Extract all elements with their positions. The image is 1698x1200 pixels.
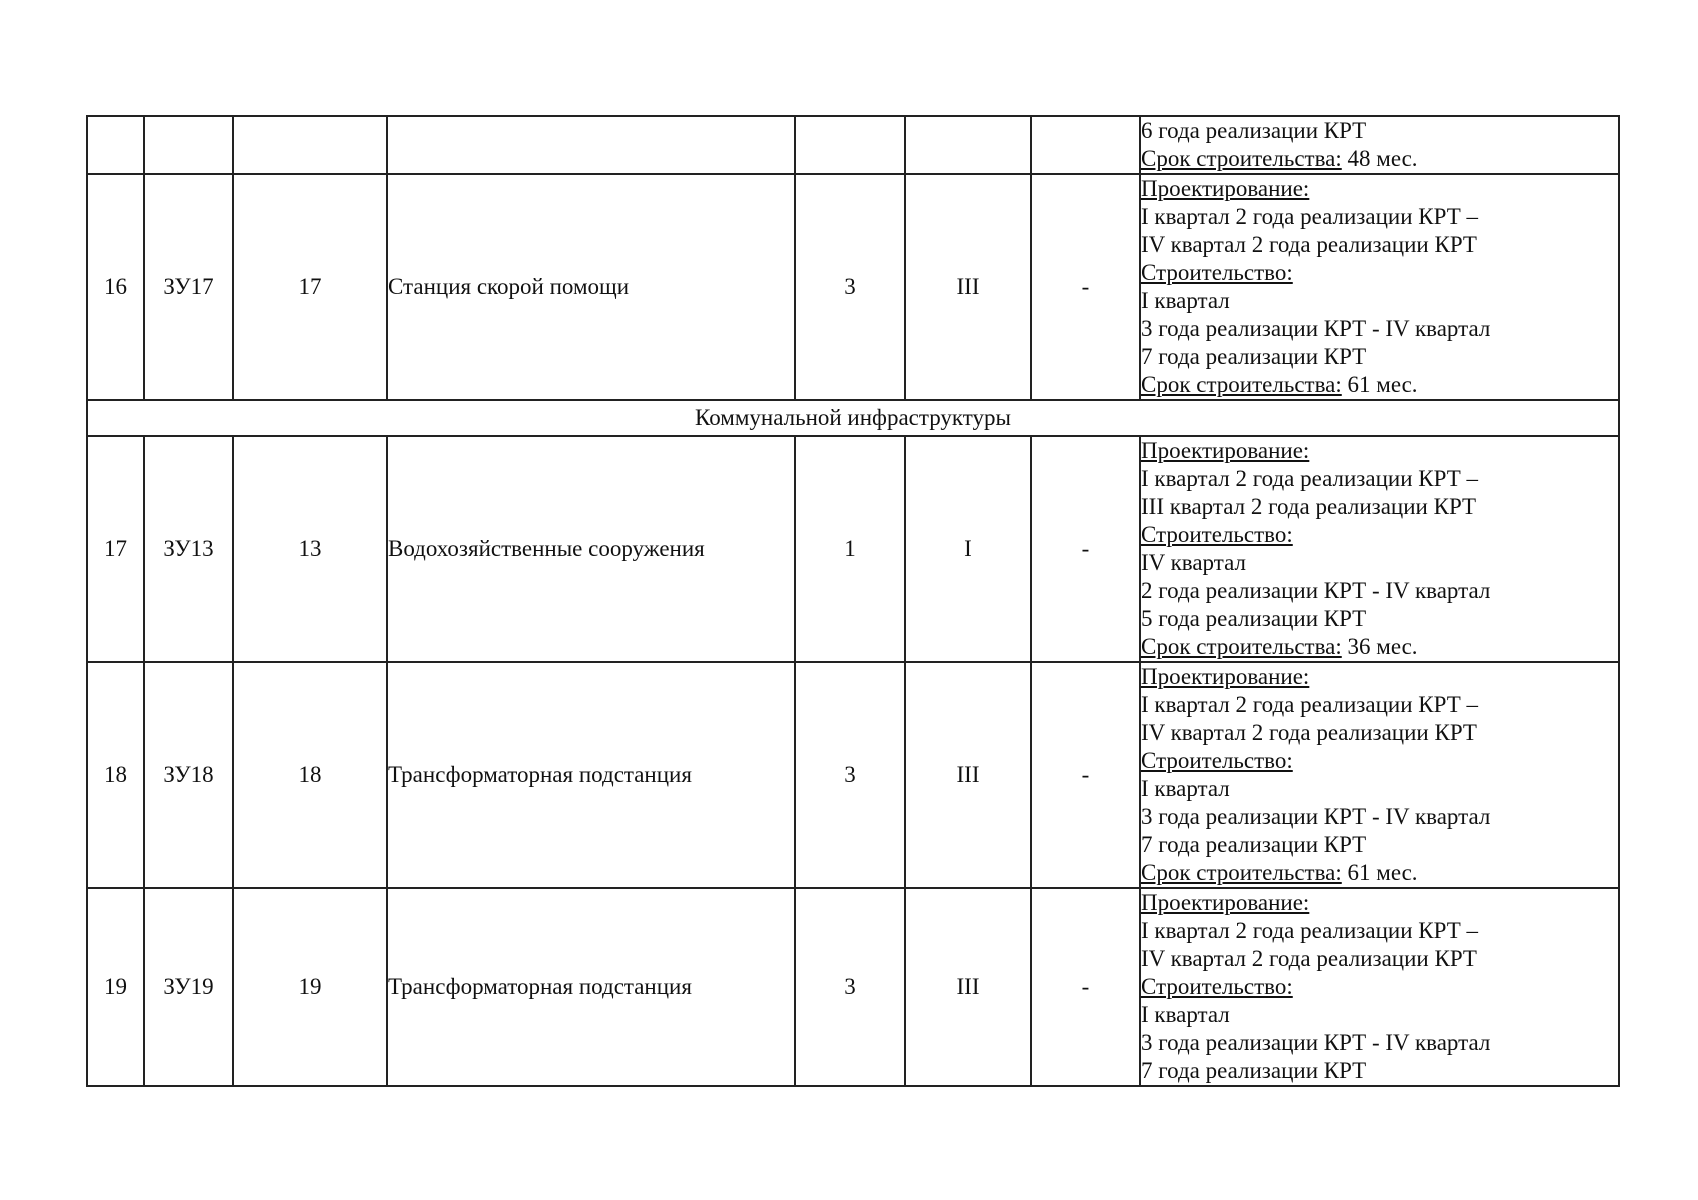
- cell-zu: ЗУ13: [144, 436, 233, 662]
- cell-zu: [144, 116, 233, 174]
- schedule-line: [1141, 371, 1618, 399]
- cell-schedule: [1140, 116, 1619, 174]
- cell-pos: 13: [233, 436, 387, 662]
- schedule-text: I квартал 2 года реализации КРТ –: [1141, 918, 1478, 943]
- schedule-line: [1141, 973, 1618, 1001]
- schedule-line: [1141, 1001, 1618, 1029]
- schedule-line: [1141, 117, 1618, 145]
- schedule-line: [1141, 663, 1618, 691]
- schedule-line: [1141, 521, 1618, 549]
- schedule-text: 7 года реализации КРТ: [1141, 344, 1367, 369]
- cell-c7: [1031, 116, 1140, 174]
- cell-c6: I: [905, 436, 1031, 662]
- cell-c5: [795, 116, 905, 174]
- schedule-text: 7 года реализации КРТ: [1141, 1058, 1367, 1083]
- cell-c6: III: [905, 662, 1031, 888]
- cell-c6: III: [905, 888, 1031, 1086]
- table-row: [87, 174, 1619, 400]
- schedule-line: [1141, 1057, 1618, 1085]
- schedule-heading: Проектирование:: [1141, 664, 1310, 689]
- schedule-text: 7 года реализации КРТ: [1141, 832, 1367, 857]
- cell-zu: ЗУ17: [144, 174, 233, 400]
- cell-c5: 3: [795, 174, 905, 400]
- schedule-text: IV квартал 2 года реализации КРТ: [1141, 232, 1477, 257]
- schedule-line: [1141, 145, 1618, 173]
- cell-schedule: [1140, 174, 1619, 400]
- section-row: [87, 400, 1619, 436]
- schedule-text: I квартал: [1141, 288, 1230, 313]
- schedule-line: [1141, 175, 1618, 203]
- cell-num: 19: [87, 888, 144, 1086]
- schedule-text: 2 года реализации КРТ - IV квартал: [1141, 578, 1491, 603]
- schedule-line: [1141, 605, 1618, 633]
- schedule-line: [1141, 343, 1618, 371]
- schedule-line: [1141, 831, 1618, 859]
- cell-name: Водохозяйственные сооружения: [387, 436, 795, 662]
- cell-pos: 18: [233, 662, 387, 888]
- schedule-text: 5 года реализации КРТ: [1141, 606, 1367, 631]
- cell-zu: ЗУ18: [144, 662, 233, 888]
- schedule-text: 3 года реализации КРТ - IV квартал: [1141, 1030, 1491, 1055]
- schedule-heading: Проектирование:: [1141, 438, 1310, 463]
- schedule-text: I квартал 2 года реализации КРТ –: [1141, 204, 1478, 229]
- schedule-text: 36 мес.: [1341, 634, 1418, 659]
- table-row: [87, 662, 1619, 888]
- schedule-line: [1141, 259, 1618, 287]
- schedule-line: [1141, 231, 1618, 259]
- schedule-heading: Срок строительства:: [1141, 634, 1342, 659]
- cell-num: 17: [87, 436, 144, 662]
- schedule-heading: Срок строительства:: [1141, 372, 1342, 397]
- cell-num: 18: [87, 662, 144, 888]
- cell-c5: 3: [795, 888, 905, 1086]
- schedule-text: IV квартал: [1141, 550, 1246, 575]
- document-table: [86, 115, 1620, 1087]
- schedule-text: III квартал 2 года реализации КРТ: [1141, 494, 1477, 519]
- cell-name: Станция скорой помощи: [387, 174, 795, 400]
- schedule-line: [1141, 315, 1618, 343]
- table-row-continued: [87, 116, 1619, 174]
- schedule-heading: Проектирование:: [1141, 176, 1310, 201]
- cell-num: [87, 116, 144, 174]
- cell-schedule: [1140, 888, 1619, 1086]
- section-title: Коммунальной инфраструктуры: [87, 400, 1619, 436]
- schedule-text: 48 мес.: [1341, 146, 1418, 171]
- schedule-line: [1141, 549, 1618, 577]
- schedule-text: I квартал 2 года реализации КРТ –: [1141, 466, 1478, 491]
- schedule-text: 3 года реализации КРТ - IV квартал: [1141, 804, 1491, 829]
- schedule-line: [1141, 1029, 1618, 1057]
- schedule-heading: Проектирование:: [1141, 890, 1310, 915]
- cell-c7: -: [1031, 662, 1140, 888]
- schedule-line: [1141, 577, 1618, 605]
- schedule-line: [1141, 437, 1618, 465]
- schedule-line: [1141, 203, 1618, 231]
- schedule-line: [1141, 889, 1618, 917]
- table-body: [87, 116, 1619, 1086]
- schedule-text: IV квартал 2 года реализации КРТ: [1141, 946, 1477, 971]
- cell-c7: -: [1031, 174, 1140, 400]
- schedule-line: [1141, 493, 1618, 521]
- schedule-text: 6 года реализации КРТ: [1141, 118, 1367, 143]
- schedule-line: [1141, 859, 1618, 887]
- schedule-text: I квартал 2 года реализации КРТ –: [1141, 692, 1478, 717]
- cell-c7: -: [1031, 436, 1140, 662]
- schedule-line: [1141, 747, 1618, 775]
- cell-name: Трансформаторная подстанция: [387, 662, 795, 888]
- cell-schedule: [1140, 662, 1619, 888]
- cell-schedule: [1140, 436, 1619, 662]
- schedule-text: I квартал: [1141, 1002, 1230, 1027]
- schedule-heading: Строительство:: [1141, 522, 1293, 547]
- schedule-text: 61 мес.: [1341, 372, 1418, 397]
- schedule-heading: Строительство:: [1141, 748, 1293, 773]
- schedule-heading: Срок строительства:: [1141, 146, 1342, 171]
- schedule-text: I квартал: [1141, 776, 1230, 801]
- schedule-line: [1141, 917, 1618, 945]
- schedule-text: IV квартал 2 года реализации КРТ: [1141, 720, 1477, 745]
- schedule-line: [1141, 633, 1618, 661]
- schedule-line: [1141, 945, 1618, 973]
- schedule-heading: Строительство:: [1141, 260, 1293, 285]
- schedule-line: [1141, 719, 1618, 747]
- cell-num: 16: [87, 174, 144, 400]
- schedule-text: 3 года реализации КРТ - IV квартал: [1141, 316, 1491, 341]
- cell-c7: -: [1031, 888, 1140, 1086]
- schedule-line: [1141, 287, 1618, 315]
- cell-c6: III: [905, 174, 1031, 400]
- table-row: [87, 888, 1619, 1086]
- cell-pos: 17: [233, 174, 387, 400]
- schedule-text: 61 мес.: [1341, 860, 1418, 885]
- table-row: [87, 436, 1619, 662]
- cell-name: Трансформаторная подстанция: [387, 888, 795, 1086]
- schedule-line: [1141, 775, 1618, 803]
- cell-c5: 1: [795, 436, 905, 662]
- schedule-line: [1141, 691, 1618, 719]
- cell-c5: 3: [795, 662, 905, 888]
- schedule-line: [1141, 465, 1618, 493]
- cell-pos: 19: [233, 888, 387, 1086]
- schedule-heading: Строительство:: [1141, 974, 1293, 999]
- cell-c6: [905, 116, 1031, 174]
- schedule-heading: Срок строительства:: [1141, 860, 1342, 885]
- cell-name: [387, 116, 795, 174]
- cell-pos: [233, 116, 387, 174]
- cell-zu: ЗУ19: [144, 888, 233, 1086]
- schedule-line: [1141, 803, 1618, 831]
